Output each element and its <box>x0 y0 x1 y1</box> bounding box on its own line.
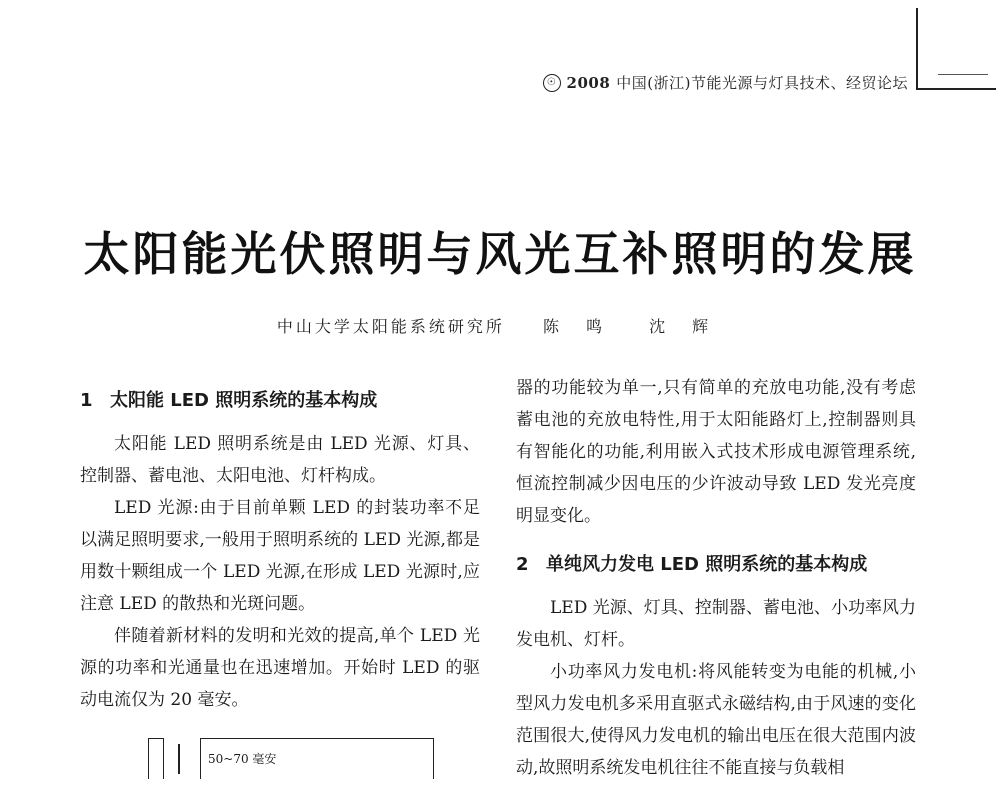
paragraph: LED 光源:由于目前单颗 LED 的封装功率不足以满足照明要求,一般用于照明系统的 LED 光源,都是用数十颗组成一个 LED 光源,在形成 LED 光源时,应注意 LED 的散热和光斑问题。 <box>80 498 480 614</box>
left-column <box>80 372 480 716</box>
paragraph: 伴随着新材料的发明和光效的提高,单个 LED 光源的功率和光通量也在迅速增加。开始时 LED 的驱动电流仅为 20 毫安。 <box>80 626 480 710</box>
table-fragment <box>148 738 438 798</box>
paragraph: 小功率风力发电机:将风能转变为电能的机械,小型风力发电机多采用直驱式永磁结构,由于风速的变化范围很大,使得风力发电机的输出电压在很大范围内波动,故照明系统发电机往往不能直接与负载相 <box>516 662 916 778</box>
affiliation: 中山大学太阳能系统研究所 <box>276 317 505 336</box>
header-text: 中国(浙江)节能光源与灯具技术、经贸论坛 <box>616 74 908 92</box>
page-corner-line-horizontal <box>916 88 996 90</box>
running-header <box>543 72 908 93</box>
page-corner-line-vertical <box>916 8 918 90</box>
table-divider <box>178 744 180 774</box>
right-column <box>516 372 916 784</box>
author-name: 辉 <box>692 317 712 336</box>
paragraph: 器的功能较为单一,只有简单的充放电功能,没有考虑蓄电池的充放电特性,用于太阳能路灯上,控制器则具有智能化的功能,利用嵌入式技术形成电源管理系统,恒流控制减少因电压的少许波动导致 LED 发光亮度明显变化。 <box>516 378 916 526</box>
author-name: 陈 <box>542 317 562 336</box>
section-number: 2 <box>516 554 529 575</box>
section-heading-2 <box>516 550 916 580</box>
table-border <box>148 738 164 779</box>
page-corner-line-short <box>938 74 988 75</box>
header-year: 2008 <box>566 73 611 92</box>
section-number: 1 <box>80 390 93 411</box>
table-cell-text: 50~70 毫安 <box>208 752 277 766</box>
forum-logo-icon: ☉ <box>543 74 561 92</box>
section-heading-1 <box>80 386 480 416</box>
paragraph: LED 光源、灯具、控制器、蓄电池、小功率风力发电机、灯杆。 <box>516 598 916 650</box>
author-line <box>0 314 1000 337</box>
author-name: 鸣 <box>585 317 605 336</box>
section-title: 太阳能 LED 照明系统的基本构成 <box>110 390 378 411</box>
paragraph: 太阳能 LED 照明系统是由 LED 光源、灯具、控制器、蓄电池、太阳电池、灯杆构成。 <box>80 434 480 486</box>
paper-title: 太阳能光伏照明与风光互补照明的发展 <box>83 227 917 281</box>
author-name: 沈 <box>649 317 669 336</box>
section-title: 单纯风力发电 LED 照明系统的基本构成 <box>546 554 868 575</box>
